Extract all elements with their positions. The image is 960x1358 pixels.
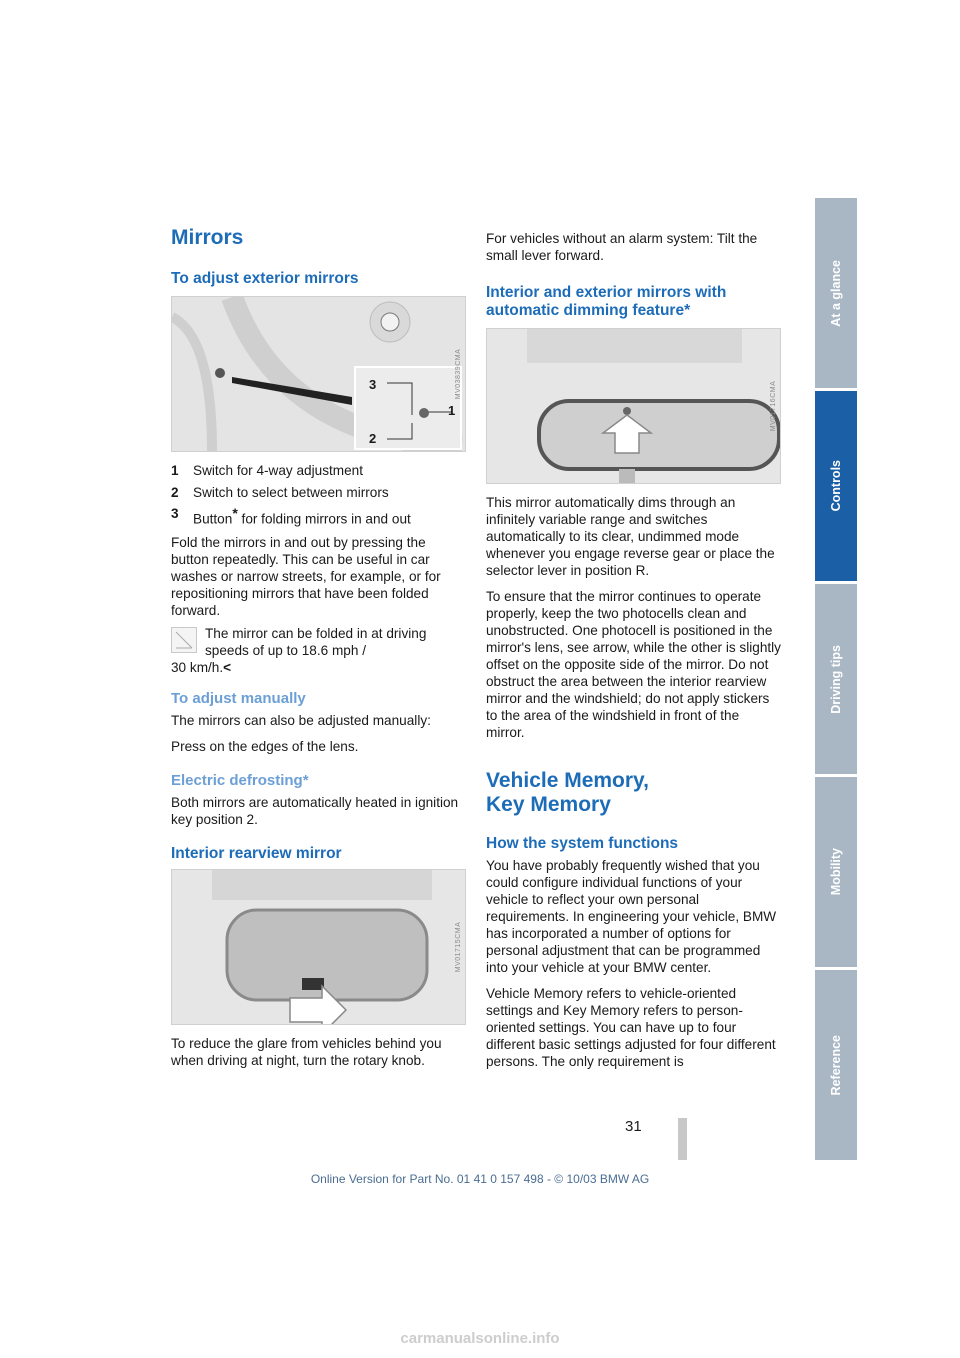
tab-label: Controls [829,460,843,512]
heading-vehicle-memory [486,769,781,817]
dimming-paragraph-1: This mirror automatically dims through an infinitely variable range and switches automatically to its clear, undimmed mode whenever you engage reverse gear or place the selector lever in position R. [486,495,775,578]
figure-exterior-mirror-switch [171,296,466,452]
heading-interior-rearview-mirror: Interior rearview mirror [171,845,342,863]
figure-dimming-mirror [486,328,781,484]
list-item [171,484,466,501]
list-item-text: Button [193,511,233,527]
tab-label: Reference [829,1034,843,1096]
figure-dimming-mirror-illustration [487,329,780,483]
note-end-marker: < [223,660,232,676]
heading-how-system-functions: How the system functions [486,835,679,852]
dimming-paragraph-2: To ensure that the mirror continues to operate properly, keep the two photocells clean and unobstructed. One photocell is positioned in the mirror's lens, see arrow, while the other is slightly offset on the opposite side of the mirror. Do not obstruct the area between the interior rearview mirror and the windshield; do not apply stickers to the area of the windshield in front of the mirror. [486,589,781,740]
tab-at-a-glance[interactable] [815,198,857,388]
page-number-bar [678,1118,687,1160]
tab-controls[interactable] [815,391,857,581]
list-item-number: 1 [171,463,179,478]
figure-code: MV03839CMA [455,348,462,400]
note-text-line2: 30 km/h. [171,660,224,676]
list-item-number: 2 [171,484,179,500]
manual-paragraph-2: Press on the edges of the lens. [171,739,359,755]
tab-reference[interactable] [815,970,857,1160]
heading-adjust-manually: To adjust manually [171,690,306,708]
heading-vehicle-memory-line2: Key Memory [486,793,611,816]
fold-paragraph: Fold the mirrors in and out by pressing the button repeatedly. This can be useful in car washes or narrow streets, for example, or for repositioning mirrors that have been folded forward. [171,535,441,619]
figure-exterior-mirror-switch-illustration [172,297,465,451]
note-text-continued [171,659,466,676]
alarm-paragraph: For vehicles without an alarm system: Tilt the small lever forward. [486,231,758,263]
page-number: 31 [625,1118,642,1135]
note-box [171,625,466,659]
left-column [171,226,466,1069]
heading-automatic-dimming: Interior and exterior mirrors with automatic dimming feature* [486,284,727,319]
list-item [171,462,466,479]
heading-vehicle-memory-line1: Vehicle Memory, [486,769,650,792]
section-tabs [815,198,857,1163]
system-paragraph-1: You have probably frequently wished that you could configure individual functions of your vehicle to reflect your own personal requirements. In engineering your vehicle, BMW has incorporated a number of options for personal adjustment that can be programmed into your vehicle at your BMW center. [486,858,777,975]
note-icon [171,627,197,653]
tab-mobility[interactable] [815,777,857,967]
figure-code: MV01715CMA [455,921,462,973]
figure-interior-mirror [171,869,466,1025]
glare-paragraph: To reduce the glare from vehicles behind you when driving at night, turn the rotary knob. [171,1036,442,1069]
footer-online-version: Online Version for Part No. 01 41 0 157 498 - © 10/03 BMW AG [310,1172,650,1186]
list-item [171,505,466,528]
callout-2: 2 [369,431,377,446]
tab-label: Driving tips [829,644,843,714]
list-item-text-rest: for folding mirrors in and out [237,511,411,527]
watermark: carmanualsonline.info [400,1330,560,1347]
system-paragraph-2: Vehicle Memory refers to vehicle-oriented settings and Key Memory refers to person-oriented settings. You can have up to four different basic settings adjusted for four different persons. The only requirement is [486,986,776,1069]
heading-mirrors: Mirrors [171,226,244,249]
heading-adjust-exterior-mirrors: To adjust exterior mirrors [171,270,359,287]
mirror-controls-list [171,462,466,528]
optional-equipment-star: * [232,505,238,521]
right-column [486,230,781,1070]
defrost-paragraph: Both mirrors are automatically heated in ignition key position 2. [171,795,459,828]
callout-3: 3 [369,377,377,392]
figure-interior-mirror-illustration [172,870,465,1024]
tab-driving-tips[interactable] [815,584,857,774]
figure-code: MV01716CMA [770,380,777,432]
manual-paragraph-1: The mirrors can also be adjusted manually: [171,713,431,729]
note-text: The mirror can be folded in at driving speeds of up to 18.6 mph / [205,626,427,659]
list-item-text: Switch for 4-way adjustment [193,463,363,478]
tab-label: At a glance [829,259,843,327]
list-item-text: Switch to select between mirrors [193,484,389,500]
callout-1: 1 [448,403,456,418]
heading-electric-defrosting: Electric defrosting* [171,772,309,790]
list-item-number: 3 [171,506,179,521]
tab-label: Mobility [829,848,843,896]
